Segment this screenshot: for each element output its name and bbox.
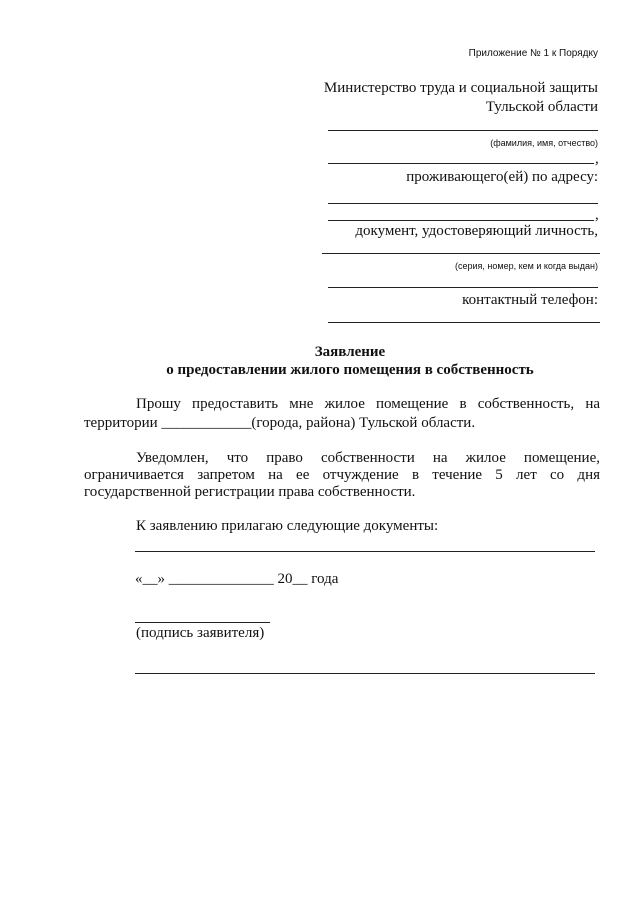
addressee-line-1: Министерство труда и социальной защиты bbox=[323, 80, 598, 96]
signature-hint: (подпись заявителя) bbox=[136, 625, 265, 641]
document-subtitle: о предоставлении жилого помещения в собственность bbox=[166, 362, 534, 378]
phone-line[interactable] bbox=[328, 322, 600, 323]
document-title: Заявление bbox=[314, 344, 386, 360]
fio-line[interactable] bbox=[328, 130, 598, 131]
fio-hint: (фамилия, имя, отчество) bbox=[490, 138, 598, 148]
fio-continuation-line[interactable] bbox=[328, 163, 594, 164]
paragraph-1-line-1: Прошу предоставить мне жилое помещение в собственность, на bbox=[136, 396, 600, 412]
appendix-note: Приложение № 1 к Порядку bbox=[468, 48, 598, 59]
bottom-line[interactable] bbox=[135, 673, 595, 674]
phone-label: контактный телефон: bbox=[462, 292, 598, 308]
document-extra-line[interactable] bbox=[328, 287, 598, 288]
attachments-line[interactable] bbox=[135, 551, 595, 552]
paragraph-1-line-2: территории ____________(города, района) Тульской области. bbox=[84, 415, 476, 431]
residing-label: проживающего(ей) по адресу: bbox=[406, 169, 598, 185]
signature-line[interactable] bbox=[135, 622, 270, 623]
address-line-2[interactable] bbox=[328, 220, 594, 221]
paragraph-2-line-2: ограничивается запретом на ее отчуждение в течение 5 лет со дня bbox=[84, 467, 600, 483]
paragraph-2-line-3: государственной регистрации права собственности. bbox=[84, 484, 416, 500]
comma-1: , bbox=[595, 151, 599, 167]
attachments-label: К заявлению прилагаю следующие документы: bbox=[136, 518, 439, 534]
address-line-1[interactable] bbox=[328, 203, 598, 204]
document-hint: (серия, номер, кем и когда выдан) bbox=[455, 261, 598, 271]
date-line[interactable]: «__» ______________ 20__ года bbox=[135, 571, 339, 587]
addressee-line-2: Тульской области bbox=[485, 99, 598, 115]
comma-2: , bbox=[595, 207, 599, 223]
document-line[interactable] bbox=[322, 253, 600, 254]
paragraph-2-line-1: Уведомлен, что право собственности на жилое помещение, bbox=[136, 450, 600, 466]
document-label: документ, удостоверяющий личность, bbox=[355, 223, 598, 239]
